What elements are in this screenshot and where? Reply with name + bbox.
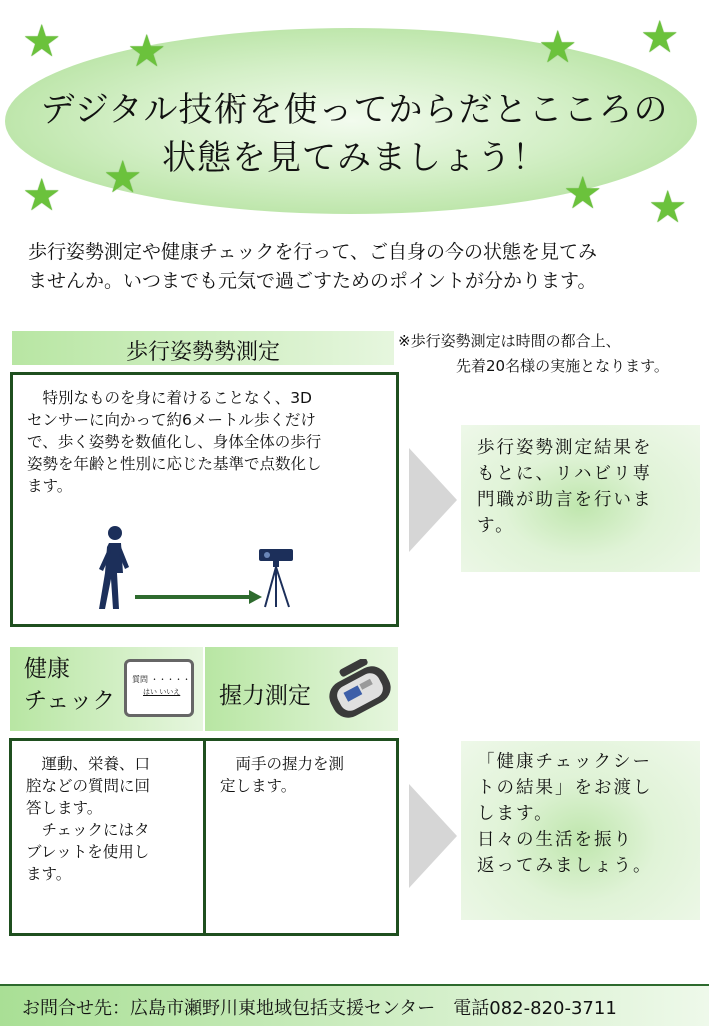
walking-result-line: もとに、リハビリ専 [477, 464, 652, 484]
health-check-heading-line: 健康 [24, 656, 70, 682]
walking-result-text [477, 435, 653, 539]
tablet-answer-text: はい いいえ [143, 688, 181, 696]
health-result-line: トの結果」をお渡し [477, 778, 653, 798]
star-icon: ★ [127, 26, 167, 77]
grip-description-line: 定します。 [220, 777, 297, 795]
grip-heading-bar [205, 647, 398, 731]
chevron-right-icon [409, 784, 457, 888]
health-result-text [477, 749, 653, 879]
footer-contact-bar [0, 984, 709, 1026]
intro-line-2: ませんか。いつまでも元気で過ごすためのポイントが分かります。 [28, 270, 597, 292]
title-line-2: 状態を見てみましょう！ [162, 138, 547, 178]
chevron-right-icon [409, 448, 457, 552]
health-check-heading [24, 653, 115, 717]
grip-dynamometer-icon [323, 659, 397, 725]
walk-direction-arrow [135, 589, 263, 605]
walking-note-line-1: ※歩行姿勢測定は時間の都合上、 [398, 332, 621, 350]
star-icon: ★ [22, 170, 62, 221]
grip-description [220, 753, 390, 797]
health-check-heading-line: チェック [24, 688, 116, 714]
walking-description-box [10, 372, 399, 627]
walking-description-line: で、歩く姿勢を数値化し、身体全体の歩行 [27, 433, 322, 451]
star-icon: ★ [22, 16, 62, 67]
walking-description [27, 387, 392, 497]
walking-note-line-2: 先着20名様の実施となります。 [456, 357, 669, 375]
intro-text [28, 238, 688, 296]
health-result-line: 日々の生活を振り [477, 830, 633, 850]
star-icon: ★ [103, 152, 143, 203]
health-description-line: ブレットを使用し [26, 843, 150, 861]
tablet-icon [124, 659, 194, 717]
sensor-camera-icon [257, 547, 297, 609]
health-description-line: 腔などの質問に回 [26, 777, 151, 795]
walking-description-line: 姿勢を年齢と性別に応じた基準で点数化し [27, 455, 322, 473]
divider [203, 741, 206, 933]
walking-heading: 歩行姿勢勢測定 [125, 340, 280, 365]
health-description-line: 運動、栄養、口 [26, 755, 151, 773]
grip-heading: 握力測定 [219, 683, 311, 709]
walking-person-icon [93, 523, 133, 615]
tablet-question-text: 質問 ・・・・・ [132, 675, 191, 684]
title-line-1: デジタル技術を使ってからだとこころの [40, 90, 669, 130]
health-description-line: ます。 [26, 865, 72, 883]
star-icon: ★ [648, 182, 688, 233]
star-icon: ★ [538, 22, 578, 73]
walking-result-line: 門職が助言を行いま [477, 490, 653, 510]
health-check-description [26, 753, 196, 885]
health-result-box [461, 741, 700, 920]
health-result-line: 返ってみましょう。 [477, 856, 653, 876]
health-result-line: します。 [477, 804, 554, 824]
walking-description-line: センサーに向かって約6メートル歩くだけ [27, 411, 316, 429]
health-result-line: 「健康チェックシー [477, 752, 652, 772]
footer-contact: お問合せ先：広島市瀬野川東地域包括支援センター 電話082-820-3711 [22, 998, 617, 1019]
walking-result-line: す。 [477, 516, 515, 536]
grip-description-line: 両手の握力を測 [220, 755, 345, 773]
health-description-line: チェックにはタ [26, 821, 150, 839]
health-grip-box [9, 738, 399, 936]
walking-description-line: ます。 [27, 477, 73, 495]
health-description-line: 答します。 [26, 799, 103, 817]
walking-description-line: 特別なものを身に着けることなく、3D [27, 389, 312, 407]
walking-heading-bar [12, 331, 394, 365]
walking-result-box [461, 425, 700, 572]
star-icon: ★ [640, 12, 680, 63]
intro-line-1: 歩行姿勢測定や健康チェックを行って、ご自身の今の状態を見てみ [28, 241, 598, 263]
health-check-heading-bar [10, 647, 203, 731]
star-icon: ★ [563, 168, 603, 219]
walking-result-line: 歩行姿勢測定結果を [477, 438, 653, 458]
